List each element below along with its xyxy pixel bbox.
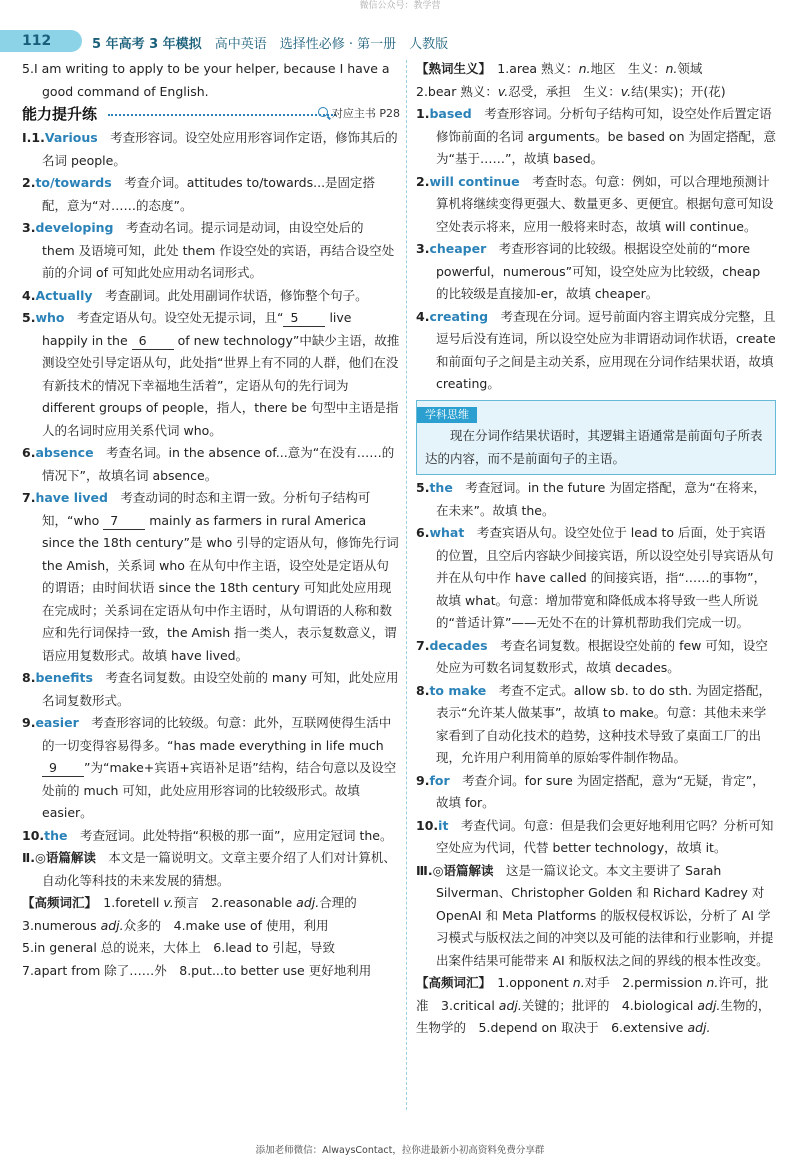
blank-number: 7 — [103, 512, 145, 530]
right-column — [416, 58, 776, 1040]
answer-item — [22, 307, 400, 442]
answer-item — [416, 103, 776, 171]
item-text: live happily in the — [42, 310, 352, 348]
item-answer: Various — [44, 130, 98, 145]
item-num: 2. — [22, 175, 36, 190]
answer-item — [22, 285, 400, 308]
item-num: 5. — [416, 480, 430, 495]
familiar-word: 2.bear 熟义： — [416, 83, 498, 99]
item-num: 5. — [22, 310, 36, 325]
item-text: 考查宾语从句。设空处位于 lead to 后面，处于宾语的位置，且空后内容缺少间接宾语，所以设空处引导宾语从句并在从句中作 have called 的间接宾语，指“……的事物”，故填 what。句意：增加带宽和降低成本将导致一些人所说的“普适计算”——无处不在的计算机帮助我们完成一切。 — [436, 525, 774, 630]
answer-item — [416, 238, 776, 306]
vocab-word: 4.make use of 使用，利用 — [173, 917, 329, 933]
vocab-pos: v. — [497, 83, 509, 99]
part-text: 这是一篇议论文。本文主要讲了 Sarah Silverman、Christopher Golden 和 Richard Kadrey 对 OpenAI 和 Meta Platforms 的版权侵权诉讼，分析了 AI 学习模式与版权法之间的冲突以及可能的法律和行业影响，并提出案件结果可能带来 AI 和版权法之间的界线的根本性改变。 — [436, 862, 774, 968]
intro-sentence — [22, 58, 400, 103]
part-num: Ⅲ. — [416, 862, 433, 878]
blank-number: 6 — [132, 332, 174, 350]
familiar-meaning: 忍受，承担 生义： — [508, 83, 621, 99]
item-answer: to make — [429, 682, 487, 698]
vocab-pos: n. — [706, 975, 719, 990]
vocab-meaning: 对手 — [584, 975, 623, 990]
vocab-pos: adj. — [100, 917, 124, 933]
item-answer: cheaper — [429, 241, 487, 256]
item-answer: who — [35, 310, 65, 325]
vocab-block — [416, 972, 776, 1040]
part-num: Ⅱ. — [22, 850, 35, 865]
blank-number: 9 — [42, 759, 84, 777]
answer-item — [22, 442, 400, 487]
blank-number: 5 — [283, 309, 325, 327]
vocab-label: 【高频词汇】 — [22, 895, 91, 910]
item-answer: the — [429, 480, 453, 495]
item-answer: will continue — [429, 173, 520, 189]
item-num: 6. — [416, 525, 430, 540]
item-text: 考查定语从句。设空处无提示词，且“ — [64, 310, 284, 325]
item-text: 考查动名词。提示词是动词，由设空处后的 them 及语境可知，此处 them 作设空处的宾语，再结合设空处前的介词 of 可知此处应用动名词形式。 — [42, 220, 395, 280]
vocab-word: 5.depend on 取决于 — [478, 1020, 612, 1035]
item-text: 考查名词复数。由设空处前的 many 可知，此处应用名词复数形式。 — [42, 670, 399, 708]
subject-thinking-box — [416, 400, 776, 476]
item-num: 3. — [416, 241, 430, 256]
item-text: 考查形容词。分析句子结构可知，设空处作后置定语修饰前面的名词 arguments。be based on 为固定搭配，意为“基于……”，故填 based。 — [436, 106, 776, 166]
section-dotted-line — [108, 114, 336, 116]
vocab-block — [22, 892, 400, 982]
vocab-pos: n. — [578, 61, 591, 76]
vocab-line: 7.apart from 除了……外 8.put...to better use 更好地利用 — [22, 962, 372, 978]
answer-item — [22, 825, 400, 848]
item-text: 考查副词。此处用副词作状语，修饰整个句子。 — [92, 287, 368, 303]
item-answer: for — [429, 772, 450, 788]
item-text: mainly as farmers in rural America since the 18th century”是 who 引导的定语从句，修饰先行词 the Amish，关系词 who 在从句中作主语，设空处是定语从句的谓语；由时间状语 since the 18th century 可知此处应用现在完成时；关系词在定语从句中作主语时，从句谓语的人称和数应和先行词保持一致，the Amish 指一类人，表示复数意义，谓语应用复数形式。故填 have lived。 — [42, 512, 399, 663]
subject-thinking-text: 现在分词作结果状语时，其逻辑主语通常是前面句子所表达的内容，而不是前面句子的主语。 — [425, 428, 763, 466]
item-num: 3. — [22, 220, 36, 235]
section-title: 能力提升练 — [22, 105, 98, 123]
vocab-word: 3.critical — [441, 997, 499, 1013]
vocab-pos: v. — [620, 83, 632, 99]
vocab-pos: adj. — [687, 1020, 711, 1035]
vocab-pos: n. — [572, 975, 585, 990]
familiar-words-block — [416, 58, 776, 103]
item-answer: developing — [35, 220, 114, 235]
item-answer: decades — [429, 637, 488, 653]
vocab-pos: v. — [163, 895, 174, 910]
vocab-meaning: 众多的 — [123, 917, 174, 933]
answer-item — [416, 306, 776, 396]
item-num: Ⅰ.1. — [22, 130, 45, 145]
vocab-pos: n. — [665, 61, 678, 76]
item-text: 考查现在分词。逗号前面内容主谓宾成分完整，且逗号后没有连词，所以设空处应为非谓语动词作状语，create 和前面句子之间是主动关系，应用现在分词作结果状语，故填 creating。 — [436, 308, 776, 391]
answer-item — [416, 635, 776, 680]
passage-analysis — [22, 847, 400, 892]
vocab-word: 2.reasonable — [211, 895, 297, 910]
section-header — [22, 103, 400, 127]
vocab-meaning: 预言 — [173, 895, 212, 910]
vocab-meaning: 生物的，生物学的 — [416, 997, 771, 1035]
item-answer: easier — [35, 715, 79, 730]
item-num: 7. — [22, 490, 36, 505]
vocab-pos: adj. — [697, 997, 721, 1013]
section-ref-text: 对应主书 P28 — [331, 107, 400, 120]
item-text: of new technology”中缺少主语，故推测设空处引导定语从句，此处指“世界上有不同的人群，他们在没有新技术的情况下幸福地生活着”，定语从句的先行词为 different groups of people，指人，there be 句型中主语是指人的名词时应用关系代词 who。 — [42, 332, 400, 438]
item-text: 考查冠词。此处特指“积极的那一面”，应用定冠词 the。 — [67, 827, 393, 843]
item-num: 7. — [416, 637, 430, 653]
item-text: 考查形容词。设空处应用形容词作定语，修饰其后的名词 people。 — [42, 130, 398, 168]
vocab-word: 1.opponent — [497, 975, 573, 990]
item-text: 考查介词。for sure 为固定搭配，意为“无疑，肯定”，故填 for。 — [436, 772, 765, 810]
book-title — [92, 33, 448, 52]
item-text: 考查冠词。in the future 为固定搭配，意为“在将来，在未来”。故填 the。 — [436, 480, 766, 518]
item-num: 4. — [416, 308, 430, 324]
vocab-meaning: 许可，批准 — [416, 975, 769, 1013]
item-num: 9. — [416, 772, 430, 788]
item-text: ”为“make+宾语+宾语补足语”结构，结合句意以及设空处前的 much 可知，此处应用形容词的比较级形式。故填 easier。 — [42, 760, 397, 820]
vocab-line: 5.in general 总的说来，大体上 6.lead to 引起，导致 — [22, 940, 335, 955]
item-answer: Actually — [35, 287, 93, 303]
answer-item — [416, 522, 776, 635]
part-label: ◎语篇解读 — [34, 850, 96, 865]
answer-item — [22, 667, 400, 712]
item-num: 8. — [22, 670, 36, 685]
vocab-word: 3.numerous — [22, 917, 101, 933]
item-answer: creating — [429, 308, 489, 324]
item-num: 10. — [22, 827, 45, 843]
page-number-tab — [0, 30, 82, 52]
item-answer: benefits — [35, 670, 93, 685]
item-text: 考查形容词的比较级。根据设空处前的“more powerful，numerous”可知，设空处应为比较级，cheap 的比较级是直接加-er，故填 cheaper。 — [436, 241, 761, 301]
left-column — [22, 58, 400, 982]
item-text: 考查代词。句意：但是我们会更好地利用它吗？分析可知空处应为代词，代替 better technology，故填 it。 — [436, 817, 774, 855]
book-subtitle: 高中英语 选择性必修 · 第一册 人教版 — [214, 37, 449, 52]
answer-item — [416, 680, 776, 770]
item-text: 考查形容词的比较级。句意：此外，互联网使得生活中的一切变得容易得多。“has made everything in life much — [42, 715, 392, 753]
vocab-label: 【高频词汇】 — [416, 975, 485, 990]
footer-watermark: 添加老师微信：AlwaysContact，拉你进最新小初高资料免费分享群 — [255, 1145, 545, 1156]
item-text: 考查动词的时态和主谓一致。分析句子结构可知，“who — [42, 490, 371, 528]
answer-item — [416, 477, 776, 522]
vocab-word: 2.permission — [622, 975, 707, 990]
answer-item — [22, 127, 400, 172]
item-text: 考查时态。句意：例如，可以合理地预测计算机将继续变得更强大、数量更多、更便宜。根据句意可知设空处表示将来，应用一般将来时态，故填 will continue。 — [436, 173, 774, 234]
intro-text: I am writing to apply to be your helper, because I have a good command of English. — [33, 61, 390, 99]
answer-item — [416, 770, 776, 815]
item-num: 9. — [22, 715, 36, 730]
vocab-meaning: 关键的；批评的 — [521, 997, 622, 1013]
answer-item — [22, 712, 400, 825]
item-num: 4. — [22, 287, 36, 303]
page-number: 112 — [22, 33, 52, 49]
item-text: 考查名词复数。根据设空处前的 few 可知，设空处应为可数名词复数形式，故填 decades。 — [436, 637, 768, 675]
item-answer: what — [429, 525, 465, 540]
subject-thinking-tag: 学科思维 — [417, 407, 477, 423]
item-answer: the — [44, 827, 68, 843]
intro-num: 5. — [22, 61, 34, 76]
item-text: 考查不定式。allow sb. to do sth. 为固定搭配，表示“允许某人做某事”，故填 to make。句意：其他未来学家看到了自动化技术的趋势，这种技术导致了桌面工厂的出现，允许用户利用简单的原始零件制作物品。 — [436, 682, 772, 765]
item-answer: based — [429, 106, 472, 121]
vocab-meaning: 合理的 — [319, 895, 357, 910]
passage-analysis — [416, 860, 776, 973]
familiar-meaning: 领域 — [677, 61, 703, 76]
item-answer: to/towards — [35, 175, 112, 190]
answer-item — [22, 217, 400, 285]
answer-item — [416, 171, 776, 239]
familiar-meaning: 结(果实)；开(花) — [631, 83, 726, 99]
watermark-top: 微信公众号：教学营 — [359, 1, 441, 11]
column-divider — [406, 60, 407, 1110]
familiar-word: 1.area 熟义： — [497, 61, 579, 76]
book-series: 5 年高考 3 年模拟 — [92, 37, 202, 52]
item-num: 1. — [416, 106, 430, 121]
vocab-word: 1.foretell — [103, 895, 164, 910]
item-num: 6. — [22, 445, 36, 460]
answer-item — [416, 815, 776, 860]
section-ref — [318, 103, 400, 126]
item-text: 考查介词。attitudes to/towards...是固定搭配，意为“对……的态度”。 — [42, 175, 376, 213]
vocab-pos: adj. — [296, 895, 320, 910]
item-answer: have lived — [35, 490, 108, 505]
item-num: 8. — [416, 682, 430, 698]
vocab-word: 6.extensive — [611, 1020, 688, 1035]
item-answer: absence — [35, 445, 94, 460]
item-num: 10. — [416, 817, 439, 833]
item-answer: it — [438, 817, 449, 833]
vocab-pos: adj. — [498, 997, 522, 1013]
page-header — [0, 28, 800, 54]
answer-item — [22, 487, 400, 667]
part-label: ◎语篇解读 — [432, 862, 494, 878]
familiar-label: 【熟词生义】 — [416, 61, 485, 76]
search-icon — [318, 107, 328, 117]
item-num: 2. — [416, 173, 430, 189]
vocab-word: 4.biological — [621, 997, 698, 1013]
answer-item — [22, 172, 400, 217]
part-text: 本文是一篇说明文。文章主要介绍了人们对计算机、自动化等科技的未来发展的猜想。 — [42, 850, 396, 888]
item-text: 考查名词。in the absence of...意为“在没有……的情况下”，故填名词 absence。 — [42, 445, 395, 483]
familiar-meaning: 地区 生义： — [590, 61, 666, 76]
